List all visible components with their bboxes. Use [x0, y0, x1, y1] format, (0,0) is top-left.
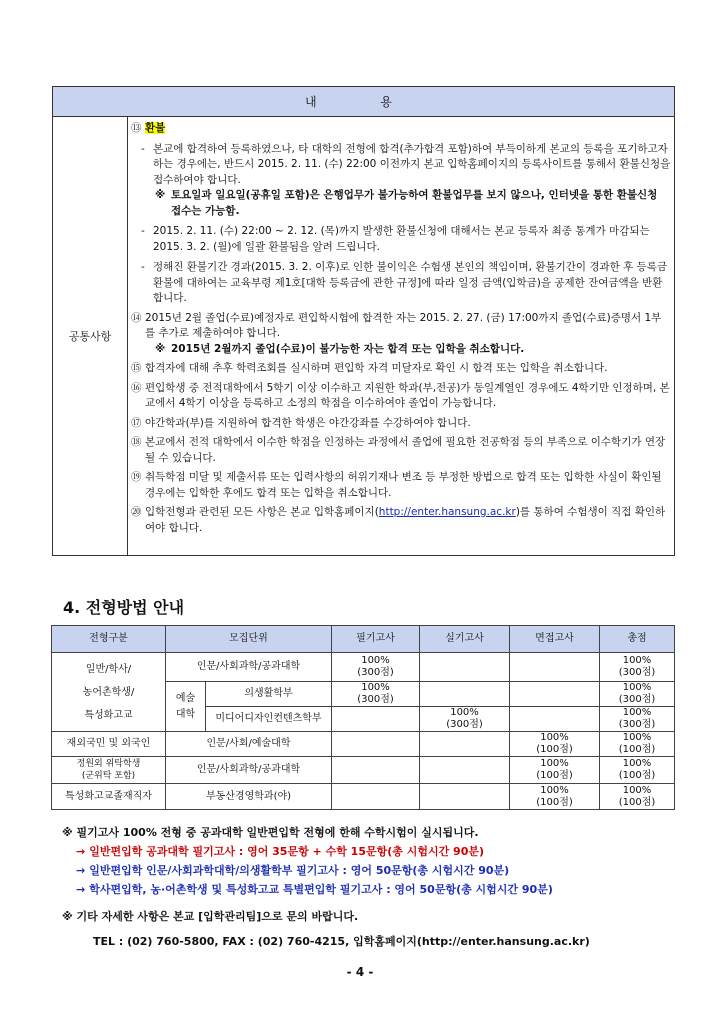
table-header: 내 용 [53, 87, 674, 117]
table-row: 특성화고교졸재직자 부동산경영학과(야) 100% (100점) 100% (100점) [52, 784, 675, 810]
refund-note: ※ 토요일과 일요일(공휴일 포함)은 은행업무가 불가능하여 환불업무를 보지 않으나, 인터넷을 통한 환불신청 접수는 가능함. [155, 189, 658, 217]
header-cell: 필기고사 [332, 626, 420, 653]
note-special: → 학사편입학, 농·어촌학생 및 특성화고교 특별편입학 필기고사 : 영어 50문항(총 시험시간 90분) [76, 883, 553, 896]
item-20: ⑳ 입학전형과 관련된 모든 사항은 본교 입학홈페이지(http://enter.hansung.ac.kr)를 통하여 수험생이 직접 확인하여야 합니다. [131, 506, 666, 534]
table-content [131, 121, 671, 536]
table-row: 일반/학사/ 농어촌학생/ 특성화고교 인문/사회과학/공과대학 100% (300점) 100% (300점) [52, 653, 675, 682]
item-13: ⑬ 환불 [131, 122, 166, 134]
item-19: ⑲ 취득학점 미달 및 제출서류 또는 입력사항의 허위기재나 변조 등 부정한 방법으로 합격 또는 입학한 사실이 확인될 경우에는 입학한 후에도 합격 또는 입학을 취소합니다. [131, 471, 662, 499]
table-row: 미디어디자인컨텐츠학부 100% (300점) 100% (300점) [52, 707, 675, 732]
header-cell: 모집단위 [166, 626, 332, 653]
refund-paragraph-2: - 2015. 2. 11. (수) 22:00 ~ 2. 12. (목)까지 발생한 환불신청에 대해서는 본교 등록자 최종 통계가 마감되는 2015. 3. 2. (월)에 일괄 환불됨을 알려 드립니다. [141, 225, 650, 253]
item-18: ⑱ 본교에서 전적 대학에서 이수한 학점을 인정하는 과정에서 졸업에 필요한 전공학점 등의 부족으로 이수학기가 연장될 수 있습니다. [131, 436, 666, 464]
refund-paragraph-3: - 정해진 환불기간 경과(2015. 3. 2. 이후)로 인한 불이익은 수험생 본인의 책임이며, 환불기간이 경과한 후 등록금 환불에 대하여는 교육부령 제1호[대학 등록금에 관한 규정]에 따라 일정 금액(입학금)을 공제한 잔여금액을 반환합니다. [141, 261, 668, 304]
table-row: 재외국민 및 외국인 인문/사회/예술대학 100% (100점) 100% (100점) [52, 732, 675, 757]
common-items-table [52, 86, 675, 556]
header-cell: 면접고사 [510, 626, 600, 653]
item-16: ⑯ 편입학생 중 전적대학에서 5학기 이상 이수하고 지원한 학과(부,전공)가 동일계열인 경우에도 4학기만 인정하며, 본교에서 4학기 이상을 등록하고 소정의 학점을 이수하여야 졸업이 가능합니다. [131, 381, 670, 409]
homepage-link[interactable]: http://enter.hansung.ac.kr [378, 506, 516, 518]
header-cell: 총점 [600, 626, 675, 653]
section-title: 4. 전형방법 안내 [63, 598, 185, 617]
header-cell: 실기고사 [420, 626, 510, 653]
table-row: 정원외 위탁학생 (군위탁 포함) 인문/사회과학/공과대학 100% (100점) 100% (100점) [52, 757, 675, 784]
refund-title: 환불 [145, 122, 166, 134]
item-17: ⑰ 야간학과(부)를 지원하여 합격한 학생은 야간강좌를 수강하여야 합니다. [131, 416, 471, 429]
item-14-note: ※ 2015년 2월까지 졸업(수료)이 불가능한 자는 합격 또는 입학을 취소합니다. [155, 342, 525, 355]
note-math-exam: ※ 필기고사 100% 전형 중 공과대학 일반편입학 전형에 한해 수학시험이 실시됩니다. [62, 826, 479, 839]
contact-info: TEL : (02) 760-5800, FAX : (02) 760-4215, 입학홈페이지(http://enter.hansung.ac.kr) [93, 935, 590, 948]
group-label: 일반/학사/ 농어촌학생/ 특성화고교 [52, 653, 166, 732]
refund-paragraph-1: - 본교에 합격하여 등록하였으나, 타 대학의 전형에 합격(추가합격 포함)하여 부득이하게 본교의 등록을 포기하고자 하는 경우에는, 반드시 2015. 2. 11. (수) 22:00 이전까지 본교 입학홈페이지의 등록사이트를 통해서 환불신청을 접수하여야 합니다. [141, 142, 671, 186]
note-engineering: → 일반편입학 공과대학 필기고사 : 영어 35문항 + 수학 15문항(총 시험시간 90분) [76, 845, 485, 858]
note-humanities: → 일반편입학 인문/사회과학대학/의생활학부 필기고사 : 영어 50문항(총 시험시간 90분) [76, 864, 510, 877]
page-number: - 4 - [346, 965, 374, 979]
row-label: 공통사항 [53, 117, 128, 555]
table-row: 예술 대학 의생활학부 100% (300점) 100% (300점) [52, 682, 675, 707]
item-15: ⑮ 합격자에 대해 추후 학력조회를 실시하며 편입학 자격 미달자로 확인 시 합격 또는 입학을 취소합니다. [131, 362, 608, 374]
note-contact: ※ 기타 자세한 사항은 본교 [입학관리팀]으로 문의 바랍니다. [62, 910, 359, 923]
header-cell: 전형구분 [52, 626, 166, 653]
item-14: ⑭ 2015년 2월 졸업(수료)예정자로 편입학시험에 합격한 자는 2015. 2. 27. (금) 17:00까지 졸업(수료)증명서 1부를 추가로 제출하여야 합니다. [131, 311, 662, 339]
arts-college-label: 예술 대학 [166, 682, 206, 732]
selection-method-table [51, 625, 675, 810]
table-header-row [52, 626, 675, 653]
